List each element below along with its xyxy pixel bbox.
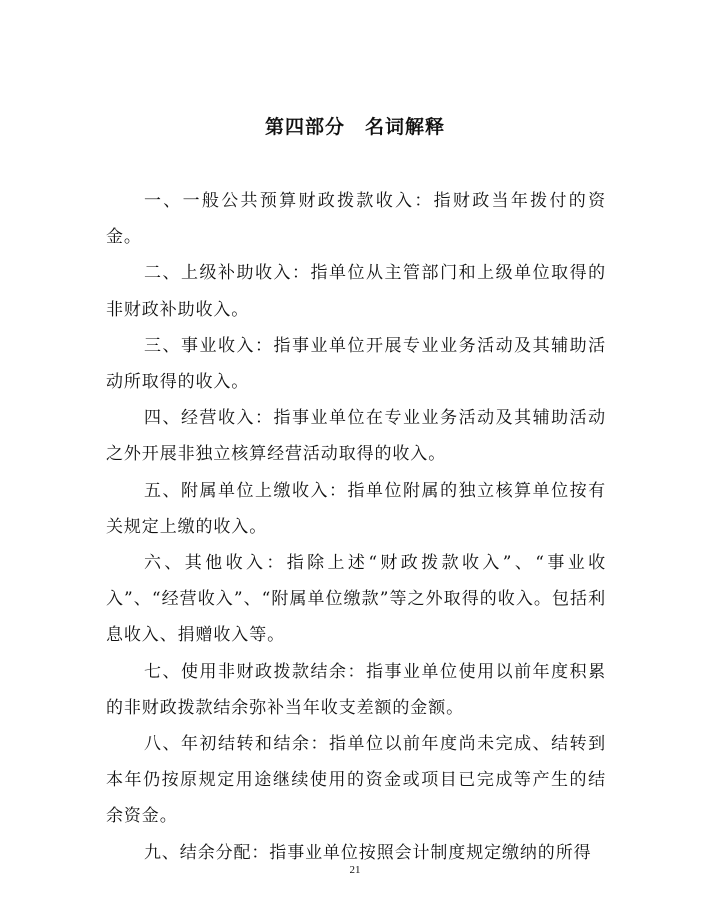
glossary-paragraph: 六、其他收入：指除上述“财政拨款收入”、“事业收入”、“经营收入”、“附属单位缴款”等之外取得的收入。包括利息收入、捐赠收入等。	[106, 553, 606, 646]
glossary-paragraph: 四、经营收入：指事业单位在专业业务活动及其辅助活动之外开展非独立核算经营活动取得的收入。	[106, 408, 606, 465]
glossary-paragraph: 七、使用非财政拨款结余：指事业单位使用以前年度积累的非财政拨款结余弥补当年收支差额的金额。	[106, 661, 606, 718]
glossary-body	[106, 183, 606, 871]
glossary-paragraph: 一、一般公共预算财政拨款收入：指财政当年拨付的资金。	[106, 191, 606, 248]
page-number: 21	[349, 864, 361, 876]
glossary-paragraph: 五、附属单位上缴收入：指单位附属的独立核算单位按有关规定上缴的收入。	[106, 480, 606, 537]
glossary-paragraph: 八、年初结转和结余：指单位以前年度尚未完成、结转到本年仍按原规定用途继续使用的资金或项目已完成等产生的结余资金。	[106, 734, 606, 827]
section-title: 第四部分 名词解释	[264, 116, 445, 138]
glossary-paragraph: 三、事业收入：指事业单位开展专业业务活动及其辅助活动所取得的收入。	[106, 335, 606, 393]
glossary-paragraph: 二、上级补助收入：指单位从主管部门和上级单位取得的非财政补助收入。	[106, 263, 606, 320]
glossary-paragraph: 九、结余分配：指事业单位按照会计制度规定缴纳的所得	[144, 842, 592, 863]
